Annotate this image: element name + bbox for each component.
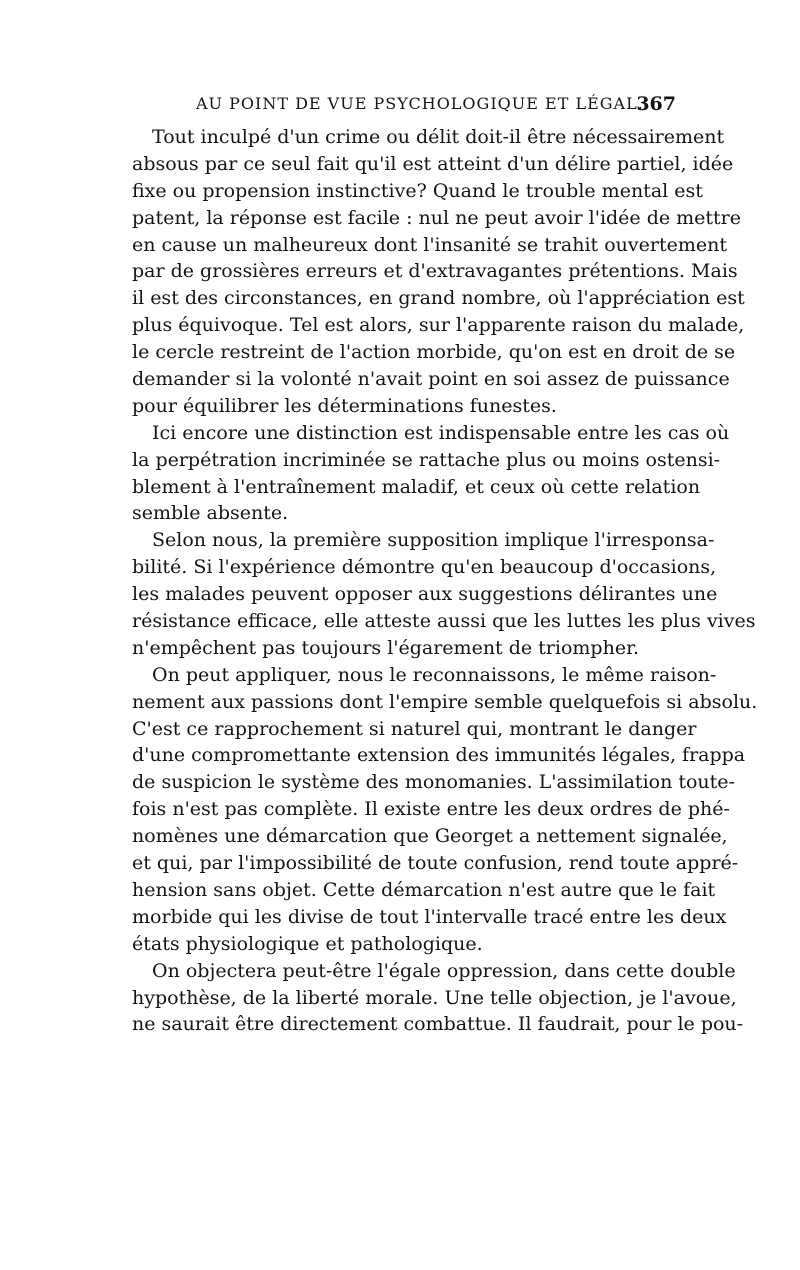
text-line: états physiologique et pathologique.	[132, 932, 483, 955]
text-line: C'est ce rapprochement si naturel qui, montrant le danger	[132, 717, 697, 740]
running-title: AU POINT DE VUE PSYCHOLOGIQUE ET LÉGAL.	[196, 94, 644, 113]
text-line: absous par ce seul fait qu'il est atteint d'un délire partiel, idée	[132, 152, 734, 175]
text-line: il est des circonstances, en grand nombre, où l'appréciation est	[132, 287, 745, 310]
text-line: les malades peuvent opposer aux suggestions délirantes une	[132, 583, 718, 606]
running-head	[132, 90, 676, 118]
text-line: patent, la réponse est facile : nul ne peut avoir l'idée de mettre	[132, 206, 742, 229]
body-text	[132, 124, 758, 1038]
text-line: de suspicion le système des monomanies. L'assimilation toute-	[132, 771, 735, 794]
text-line: fixe ou propension instinctive? Quand le trouble mental est	[132, 179, 703, 202]
text-line: On peut appliquer, nous le reconnaissons, le même raison-	[152, 663, 717, 686]
text-line: et qui, par l'impossibilité de toute confusion, rend toute appré-	[132, 852, 739, 875]
text-line: hypothèse, de la liberté morale. Une telle objection, je l'avoue,	[132, 986, 737, 1009]
text-line: le cercle restreint de l'action morbide, qu'on est en droit de se	[132, 341, 736, 364]
text-line: Selon nous, la première supposition implique l'irresponsa-	[152, 529, 715, 552]
text-line: résistance efficace, elle atteste aussi que les luttes les plus vives	[132, 610, 756, 633]
text-line: plus équivoque. Tel est alors, sur l'apparente raison du malade,	[132, 314, 745, 337]
text-line: nement aux passions dont l'empire semble quelquefois si absolu.	[132, 690, 758, 713]
text-line: semble absente.	[132, 502, 289, 525]
text-line: d'une compromettante extension des immunités légales, frappa	[132, 744, 746, 767]
text-line: hension sans objet. Cette démarcation n'est autre que le fait	[132, 878, 716, 901]
text-line: Ici encore une distinction est indispensable entre les cas où	[152, 421, 730, 444]
text-line: demander si la volonté n'avait point en soi assez de puissance	[132, 368, 730, 391]
text-line: On objectera peut-être l'égale oppression, dans cette double	[152, 959, 736, 982]
text-line: en cause un malheureux dont l'insanité se trahit ouvertement	[132, 233, 727, 256]
text-line: blement à l'entraînement maladif, et ceux où cette relation	[132, 475, 701, 498]
text-line: par de grossières erreurs et d'extravagantes prétentions. Mais	[132, 260, 738, 283]
text-line: bilité. Si l'expérience démontre qu'en beaucoup d'occasions,	[132, 556, 717, 579]
text-line: morbide qui les divise de tout l'intervalle tracé entre les deux	[132, 905, 727, 928]
text-line: nomènes une démarcation que Georget a nettement signalée,	[132, 825, 728, 848]
text-line: fois n'est pas complète. Il existe entre les deux ordres de phé-	[132, 798, 730, 821]
text-line: ne saurait être directement combattue. Il faudrait, pour le pou-	[132, 1013, 744, 1036]
text-line: pour équilibrer les déterminations funestes.	[132, 394, 557, 417]
page-number: 367	[636, 93, 676, 115]
text-line: n'empêchent pas toujours l'égarement de triompher.	[132, 636, 640, 659]
text-line: la perpétration incriminée se rattache plus ou moins ostensi-	[132, 448, 721, 471]
text-line: Tout inculpé d'un crime ou délit doit-il être nécessairement	[152, 126, 725, 148]
